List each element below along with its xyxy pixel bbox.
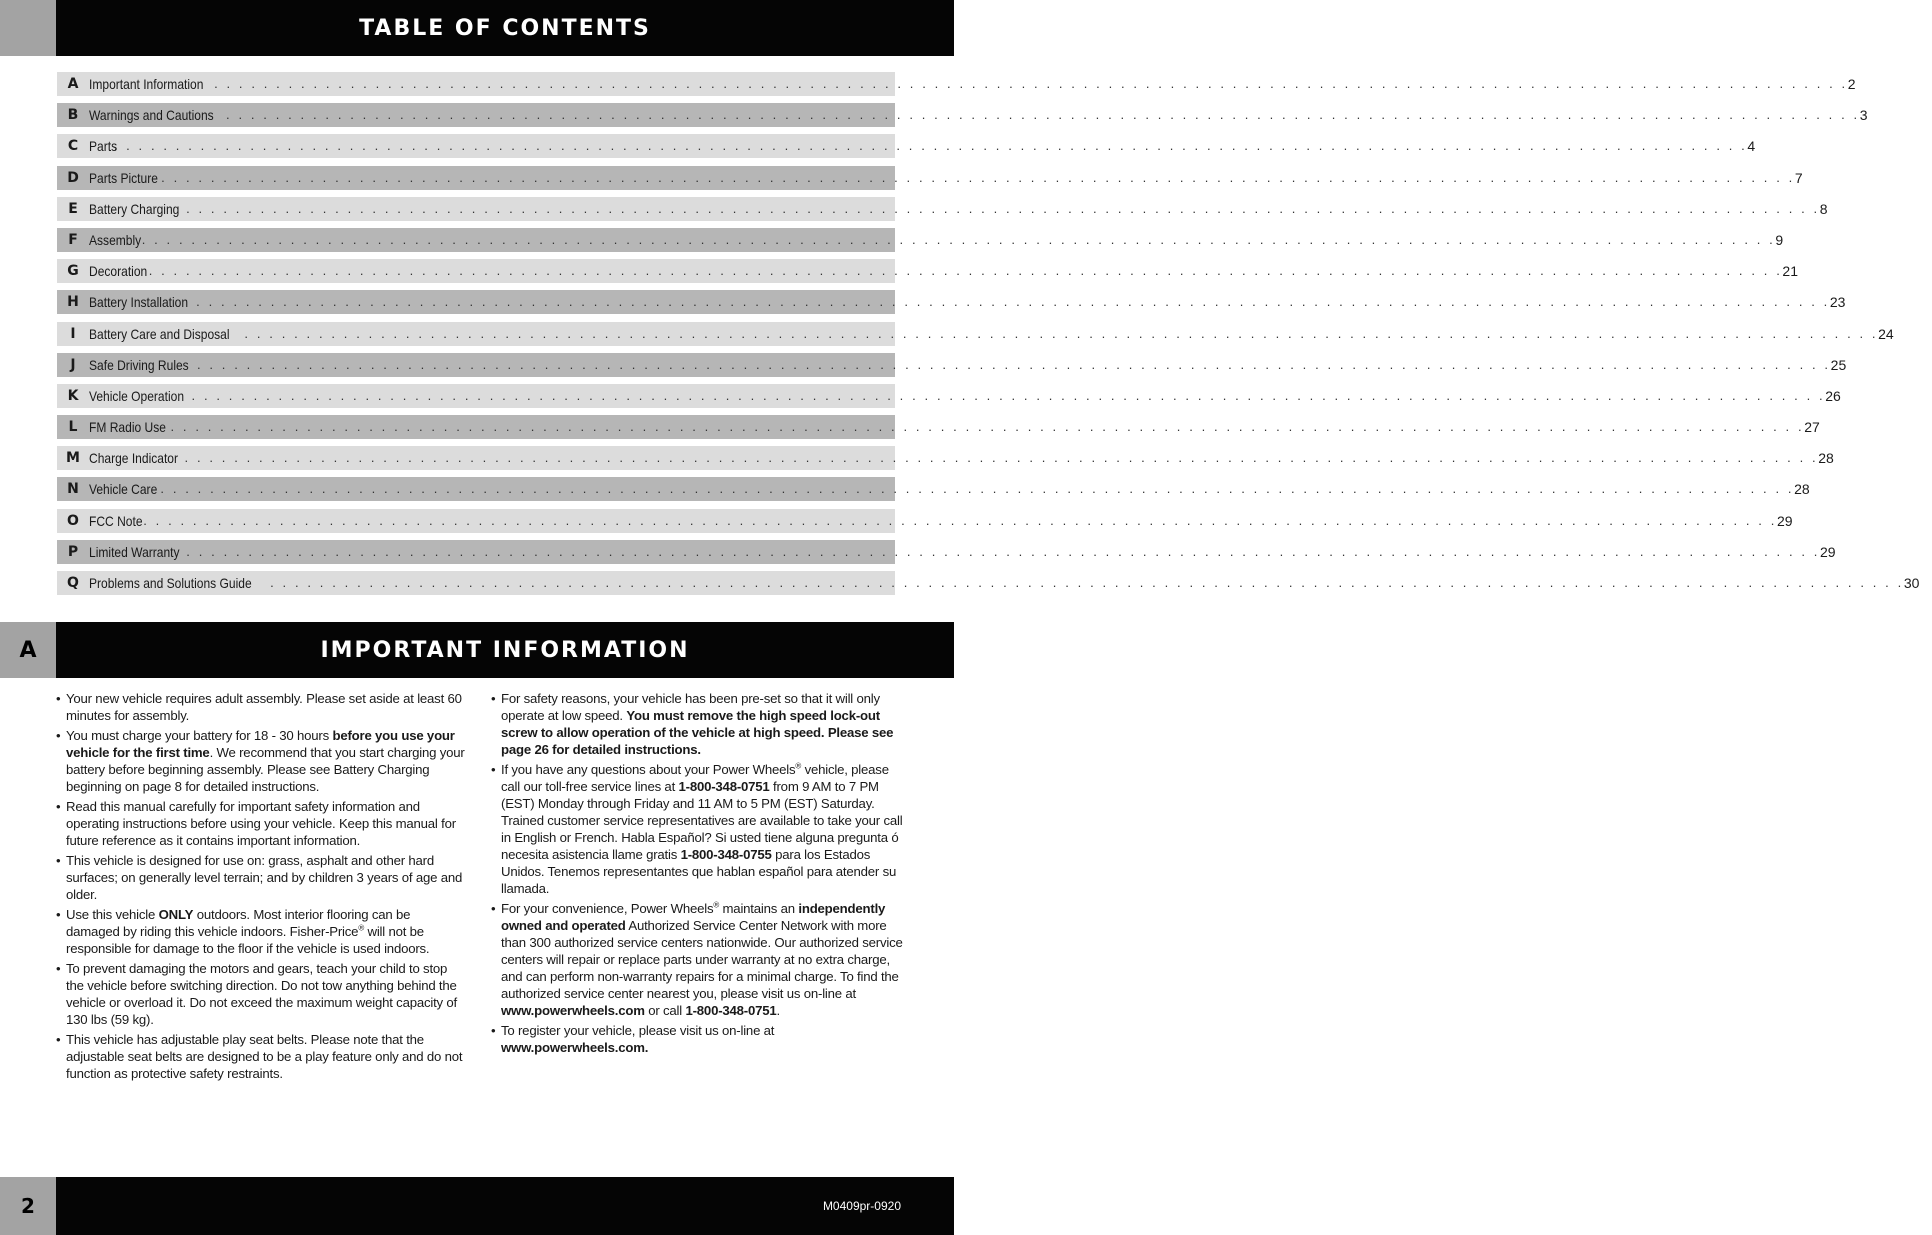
toc-letter: H	[67, 294, 79, 311]
toc-letter: C	[67, 138, 79, 155]
page-number: 2	[0, 1177, 56, 1235]
toc-leader-dots: . . . . . . . . . . . . . . . . . . . . . . . . . . . . . . . . . . . . . . . . . . . . . . . . . . . . . . . . . . . . . . . . . . . . . . . . . . . . . . . . . . . . . . . . . . . . . . . . . . . . . . . . . . . . . . . . . . . . . . . . . . . . . . . . . . . .	[270, 575, 1904, 590]
toc-letter: A	[67, 76, 79, 92]
page-footer	[0, 1177, 954, 1235]
toc-row[interactable]	[57, 415, 1820, 439]
bullet-text: or call	[644, 1003, 686, 1018]
toc-leader-dots: . . . . . . . . . . . . . . . . . . . . . . . . . . . . . . . . . . . . . . . . . . . . . . . . . . . . . . . . . . . . . . . . . . . . . . . . . . . . . . . . . . . . . . . . . . . . . . . . . . . . . . . . . . . . . . . . . . . . . . . . . . . . . . . . . . . .	[244, 325, 1879, 341]
toc-letter: F	[68, 231, 78, 248]
toc-leader-dots: . . . . . . . . . . . . . . . . . . . . . . . . . . . . . . . . . . . . . . . . . . . . . . . . . . . . . . . . . . . . . . . . . . . . . . . . . . . . . . . . . . . . . . . . . . . . . . . . . . . . . . . . . . . . . . . . . . . . . . . . . . . . . . . . . . . .	[191, 387, 1826, 403]
info-bullet	[491, 1022, 907, 1056]
toc-leader-dots: . . . . . . . . . . . . . . . . . . . . . . . . . . . . . . . . . . . . . . . . . . . . . . . . . . . . . . . . . . . . . . . . . . . . . . . . . . . . . . . . . . . . . . . . . . . . . . . . . . . . . . . . . . . . . . . . . . . . . . . . . . . . . . . . . . . .	[186, 200, 1820, 216]
toc-letter: P	[67, 543, 79, 560]
toc-letter: D	[67, 169, 79, 186]
toc-row[interactable]	[57, 509, 1793, 533]
toc-title: Battery Installation	[89, 294, 189, 311]
toc-letter: K	[67, 387, 79, 404]
toc-title: Decoration	[89, 263, 148, 280]
toc-letter: N	[67, 481, 79, 498]
bullet-mark: •	[491, 901, 496, 916]
toc-row[interactable]	[57, 134, 1756, 158]
bullet-text: Use this vehicle	[66, 907, 159, 922]
toc-page-number: 21	[1782, 263, 1798, 280]
bullet-mark: •	[491, 1023, 496, 1038]
toc-title: Problems and Solutions Guide	[89, 575, 252, 591]
toc-letter: I	[70, 325, 76, 342]
toc-page-number: 4	[1747, 138, 1756, 155]
bullet-bold-text: independently owned and operated	[501, 901, 886, 933]
info-bullet	[491, 761, 907, 897]
toc-page-number: 29	[1820, 543, 1836, 560]
toc-leader-dots: . . . . . . . . . . . . . . . . . . . . . . . . . . . . . . . . . . . . . . . . . . . . . . . . . . . . . . . . . . . . . . . . . . . . . . . . . . . . . . . . . . . . . . . . . . . . . . . . . . . . . . . . . . . . . . . . . . . . . . . . . . . . . . . . . . . .	[196, 294, 1830, 310]
bullet-bold-text: ONLY	[158, 907, 194, 922]
info-bullet	[56, 727, 466, 795]
toc-page-number: 9	[1775, 231, 1784, 248]
bullet-mark: •	[56, 799, 61, 814]
toc-header	[0, 0, 954, 56]
info-bullet	[56, 690, 466, 724]
toc-page-number: 8	[1819, 200, 1828, 217]
footer-bar	[56, 1177, 954, 1235]
bullet-text: This vehicle has adjustable play seat belts. Please note that the adjustable seat belts are designed to be a play feature only and do not function as protective safety restraints.	[66, 1032, 463, 1081]
toc-leader-dots: . . . . . . . . . . . . . . . . . . . . . . . . . . . . . . . . . . . . . . . . . . . . . . . . . . . . . . . . . . . . . . . . . . . . . . . . . . . . . . . . . . . . . . . . . . . . . . . . . . . . . . . . . . . . . . . . . . . . . . . . . . . . . . . . . . . .	[170, 419, 1805, 435]
toc-row[interactable]	[57, 353, 1847, 377]
bullet-text: maintains an	[719, 901, 799, 916]
toc-leader-dots: . . . . . . . . . . . . . . . . . . . . . . . . . . . . . . . . . . . . . . . . . . . . . . . . . . . . . . . . . . . . . . . . . . . . . . . . . . . . . . . . . . . . . . . . . . . . . . . . . . . . . . . . . . . . . . . . . . . . . . . . . . . . . . . . . . . .	[214, 76, 1848, 91]
toc-page-number: 30	[1903, 575, 1920, 591]
info-right-column	[491, 690, 907, 1059]
bullet-bold-text: before you use your vehicle for the first time	[66, 728, 455, 760]
toc-row[interactable]	[57, 322, 1894, 346]
toc-leader-dots: . . . . . . . . . . . . . . . . . . . . . . . . . . . . . . . . . . . . . . . . . . . . . . . . . . . . . . . . . . . . . . . . . . . . . . . . . . . . . . . . . . . . . . . . . . . . . . . . . . . . . . . . . . . . . . . . . . . . . . . . . . . . . . . . . . . .	[141, 231, 1776, 247]
toc-page-number: 7	[1794, 169, 1803, 186]
toc-leader-dots: . . . . . . . . . . . . . . . . . . . . . . . . . . . . . . . . . . . . . . . . . . . . . . . . . . . . . . . . . . . . . . . . . . . . . . . . . . . . . . . . . . . . . . . . . . . . . . . . . . . . . . . . . . . . . . . . . . . . . . . . . . . . . . . . . . . .	[196, 356, 1831, 372]
info-bullet	[56, 1031, 466, 1082]
toc-title: Safe Driving Rules	[89, 356, 189, 373]
toc-title: FCC Note	[89, 512, 143, 529]
toc-title: Battery Care and Disposal	[89, 325, 230, 342]
toc-row[interactable]	[57, 477, 1810, 501]
bullet-text: This vehicle is designed for use on: grass, asphalt and other hard surfaces; on generally level terrain; and by children 3 years of age and older.	[66, 853, 463, 902]
bullet-mark: •	[56, 728, 61, 743]
bullet-text: outdoors. Most interior flooring can be damaged by riding this vehicle indoors. Fisher-Price	[66, 907, 411, 939]
toc-letter: L	[68, 419, 78, 436]
toc-letter: E	[68, 200, 78, 217]
toc-page-number: 24	[1878, 325, 1894, 342]
bullet-text: vehicle, please call our toll-free service lines at	[501, 762, 889, 794]
bullet-text: You must charge your battery for 18 - 30 hours	[66, 728, 333, 743]
toc-page-number: 27	[1804, 419, 1820, 436]
toc-page-number: 29	[1776, 512, 1793, 529]
bullet-text: If you have any questions about your Power Wheels	[501, 762, 796, 777]
toc-leader-dots: . . . . . . . . . . . . . . . . . . . . . . . . . . . . . . . . . . . . . . . . . . . . . . . . . . . . . . . . . . . . . . . . . . . . . . . . . . . . . . . . . . . . . . . . . . . . . . . . . . . . . . . . . . . . . . . . . . . . . . . . . . . . . . . . . . . .	[148, 263, 1783, 279]
bullet-text: para los Estados Unidos. Tenemos representantes que hablan español para atender su llamada.	[501, 847, 897, 896]
toc-leader-dots: . . . . . . . . . . . . . . . . . . . . . . . . . . . . . . . . . . . . . . . . . . . . . . . . . . . . . . . . . . . . . . . . . . . . . . . . . . . . . . . . . . . . . . . . . . . . . . . . . . . . . . . . . . . . . . . . . . . . . . . . . . . . . . . . . . . .	[184, 450, 1819, 466]
info-bullet	[56, 852, 466, 903]
service-phone: 1-800-348-0751	[678, 779, 770, 794]
toc-leader-dots: . . . . . . . . . . . . . . . . . . . . . . . . . . . . . . . . . . . . . . . . . . . . . . . . . . . . . . . . . . . . . . . . . . . . . . . . . . . . . . . . . . . . . . . . . . . . . . . . . . . . . . . . . . . . . . . . . . . . . . . . . . . . . . . . . . . .	[186, 543, 1821, 559]
bullet-mark: •	[56, 853, 61, 868]
toc-row[interactable]	[57, 446, 1834, 470]
toc-title: Limited Warranty	[89, 543, 180, 560]
toc-title: Parts Picture	[89, 169, 158, 186]
info-bullet	[491, 900, 907, 1019]
info-bullet	[56, 798, 466, 849]
bullet-text: Read this manual carefully for important safety information and operating instructions before using your vehicle. Keep this manual for future reference as it contains important information.	[66, 799, 456, 848]
bullet-text: Your new vehicle requires adult assembly. Please set aside at least 60 minutes for assembly.	[66, 691, 462, 723]
toc-leader-dots: . . . . . . . . . . . . . . . . . . . . . . . . . . . . . . . . . . . . . . . . . . . . . . . . . . . . . . . . . . . . . . . . . . . . . . . . . . . . . . . . . . . . . . . . . . . . . . . . . . . . . . . . . . . . . . . . . . . . . . . . . . . . . . . . . . . .	[161, 169, 1795, 185]
bullet-mark: •	[56, 691, 61, 706]
toc-leader-dots: . . . . . . . . . . . . . . . . . . . . . . . . . . . . . . . . . . . . . . . . . . . . . . . . . . . . . . . . . . . . . . . . . . . . . . . . . . . . . . . . . . . . . . . . . . . . . . . . . . . . . . . . . . . . . . . . . . . . . . . . . . . . . . . . . . . .	[143, 512, 1777, 528]
toc-page-number: 2	[1847, 76, 1856, 92]
toc-row[interactable]	[57, 571, 1920, 595]
spanish-service-phone: 1-800-348-0755	[680, 847, 772, 862]
section-letter-tab: A	[0, 622, 56, 678]
toc-leader-dots: . . . . . . . . . . . . . . . . . . . . . . . . . . . . . . . . . . . . . . . . . . . . . . . . . . . . . . . . . . . . . . . . . . . . . . . . . . . . . . . . . . . . . . . . . . . . . . . . . . . . . . . . . . . . . . . . . . . . . . . . . . . . . . . . . . . .	[226, 107, 1860, 123]
website-link[interactable]: www.powerwheels.com	[501, 1003, 645, 1018]
toc-title: Vehicle Care	[89, 481, 158, 498]
toc-page-number: 26	[1825, 387, 1841, 404]
info-bullet	[56, 906, 466, 957]
website-link[interactable]: www.powerwheels.com.	[501, 1040, 649, 1055]
toc-letter: Q	[67, 575, 79, 591]
bullet-text: Authorized Service Center Network with more than 300 authorized service centers nationwide. Our authorized service centers will repair or replace parts under warranty at no extra charge, and can perform non-warranty repairs for a minimal charge. To find the authorized service center nearest you, please visit us on-line at	[501, 918, 903, 1001]
toc-title: Important Information	[89, 76, 204, 92]
toc-title: Charge Indicator	[89, 450, 179, 467]
toc-title: Parts	[89, 138, 118, 155]
bullet-text: To register your vehicle, please visit us on-line at	[501, 1023, 775, 1038]
toc-page-number: 28	[1818, 450, 1834, 467]
bullet-text: will not be responsible for damage to the floor if the vehicle is used indoors.	[66, 924, 430, 956]
bullet-text: .	[776, 1003, 780, 1018]
toc-letter: B	[67, 107, 79, 124]
important-info-header	[0, 622, 954, 678]
bullet-mark: •	[56, 961, 61, 976]
bullet-text: For your convenience, Power Wheels	[501, 901, 714, 916]
important-info-heading: IMPORTANT INFORMATION	[56, 622, 954, 678]
toc-leader-dots: . . . . . . . . . . . . . . . . . . . . . . . . . . . . . . . . . . . . . . . . . . . . . . . . . . . . . . . . . . . . . . . . . . . . . . . . . . . . . . . . . . . . . . . . . . . . . . . . . . . . . . . . . . . . . . . . . . . . . . . . . . . . . . . . . . . .	[113, 138, 1748, 154]
toc-row[interactable]	[57, 384, 1841, 408]
toc-leader-dots: . . . . . . . . . . . . . . . . . . . . . . . . . . . . . . . . . . . . . . . . . . . . . . . . . . . . . . . . . . . . . . . . . . . . . . . . . . . . . . . . . . . . . . . . . . . . . . . . . . . . . . . . . . . . . . . . . . . . . . . . . . . . . . . . . . . .	[160, 481, 1795, 497]
bullet-text: from 9 AM to 7 PM (EST) Monday through Friday and 11 AM to 5 PM (EST) Saturday. Trained customer service representatives are available to take your call in English or French. Habla Español? Si usted tiene alguna pregunta ó necesita asistencia llame gratis	[501, 779, 903, 862]
document-code: M0409pr-0920	[822, 1199, 901, 1213]
toc-title: FM Radio Use	[89, 419, 166, 436]
bullet-mark: •	[56, 1032, 61, 1047]
service-phone: 1-800-348-0751	[685, 1003, 777, 1018]
toc-row[interactable]	[57, 290, 1846, 314]
toc-row[interactable]	[57, 228, 1784, 252]
toc-row[interactable]	[57, 259, 1798, 283]
toc-page-number: 25	[1830, 356, 1847, 373]
toc-row[interactable]	[57, 197, 1828, 221]
bullet-text: . We recommend that you start charging your battery before beginning assembly. Please see Battery Charging beginning on page 8 for detailed instructions.	[66, 745, 465, 794]
toc-title: Battery Charging	[89, 200, 180, 217]
toc-row[interactable]	[57, 540, 1836, 564]
info-bullet	[56, 960, 466, 1028]
registered-mark: ®	[713, 900, 720, 910]
toc-row[interactable]	[57, 103, 1868, 127]
toc-row[interactable]	[57, 166, 1803, 190]
bullet-mark: •	[491, 691, 496, 706]
toc-title: Warnings and Cautions	[89, 107, 214, 124]
bullet-text: To prevent damaging the motors and gears, teach your child to stop the vehicle before switching direction. Do not tow anything behind the vehicle or overload it. Do not exceed the maximum weight capacity of 130 lbs (59 kg).	[66, 961, 458, 1027]
toc-letter: G	[67, 263, 79, 280]
bullet-mark: •	[56, 907, 61, 922]
toc-letter: J	[70, 356, 76, 373]
toc-page-number: 28	[1794, 481, 1810, 498]
toc-title: Vehicle Operation	[89, 387, 185, 404]
toc-page-number: 23	[1829, 294, 1846, 311]
toc-list	[57, 72, 1920, 602]
bullet-text: For safety reasons, your vehicle has been pre-set so that it will only operate at low speed.	[501, 691, 880, 723]
toc-header-tab	[0, 0, 56, 56]
toc-row[interactable]	[57, 72, 1856, 96]
toc-heading: TABLE OF CONTENTS	[56, 0, 954, 56]
info-left-column	[56, 690, 466, 1085]
toc-letter: M	[66, 450, 80, 467]
toc-letter: O	[67, 512, 79, 529]
bullet-mark: •	[491, 762, 496, 777]
registered-mark: ®	[795, 761, 802, 771]
registered-mark: ®	[358, 923, 365, 933]
bullet-bold-text: You must remove the high speed lock-out screw to allow operation of the vehicle at high speed. Please see page 26 for detailed instructions.	[501, 708, 894, 757]
toc-page-number: 3	[1859, 107, 1868, 124]
toc-title: Assembly	[89, 231, 142, 248]
info-bullet	[491, 690, 907, 758]
